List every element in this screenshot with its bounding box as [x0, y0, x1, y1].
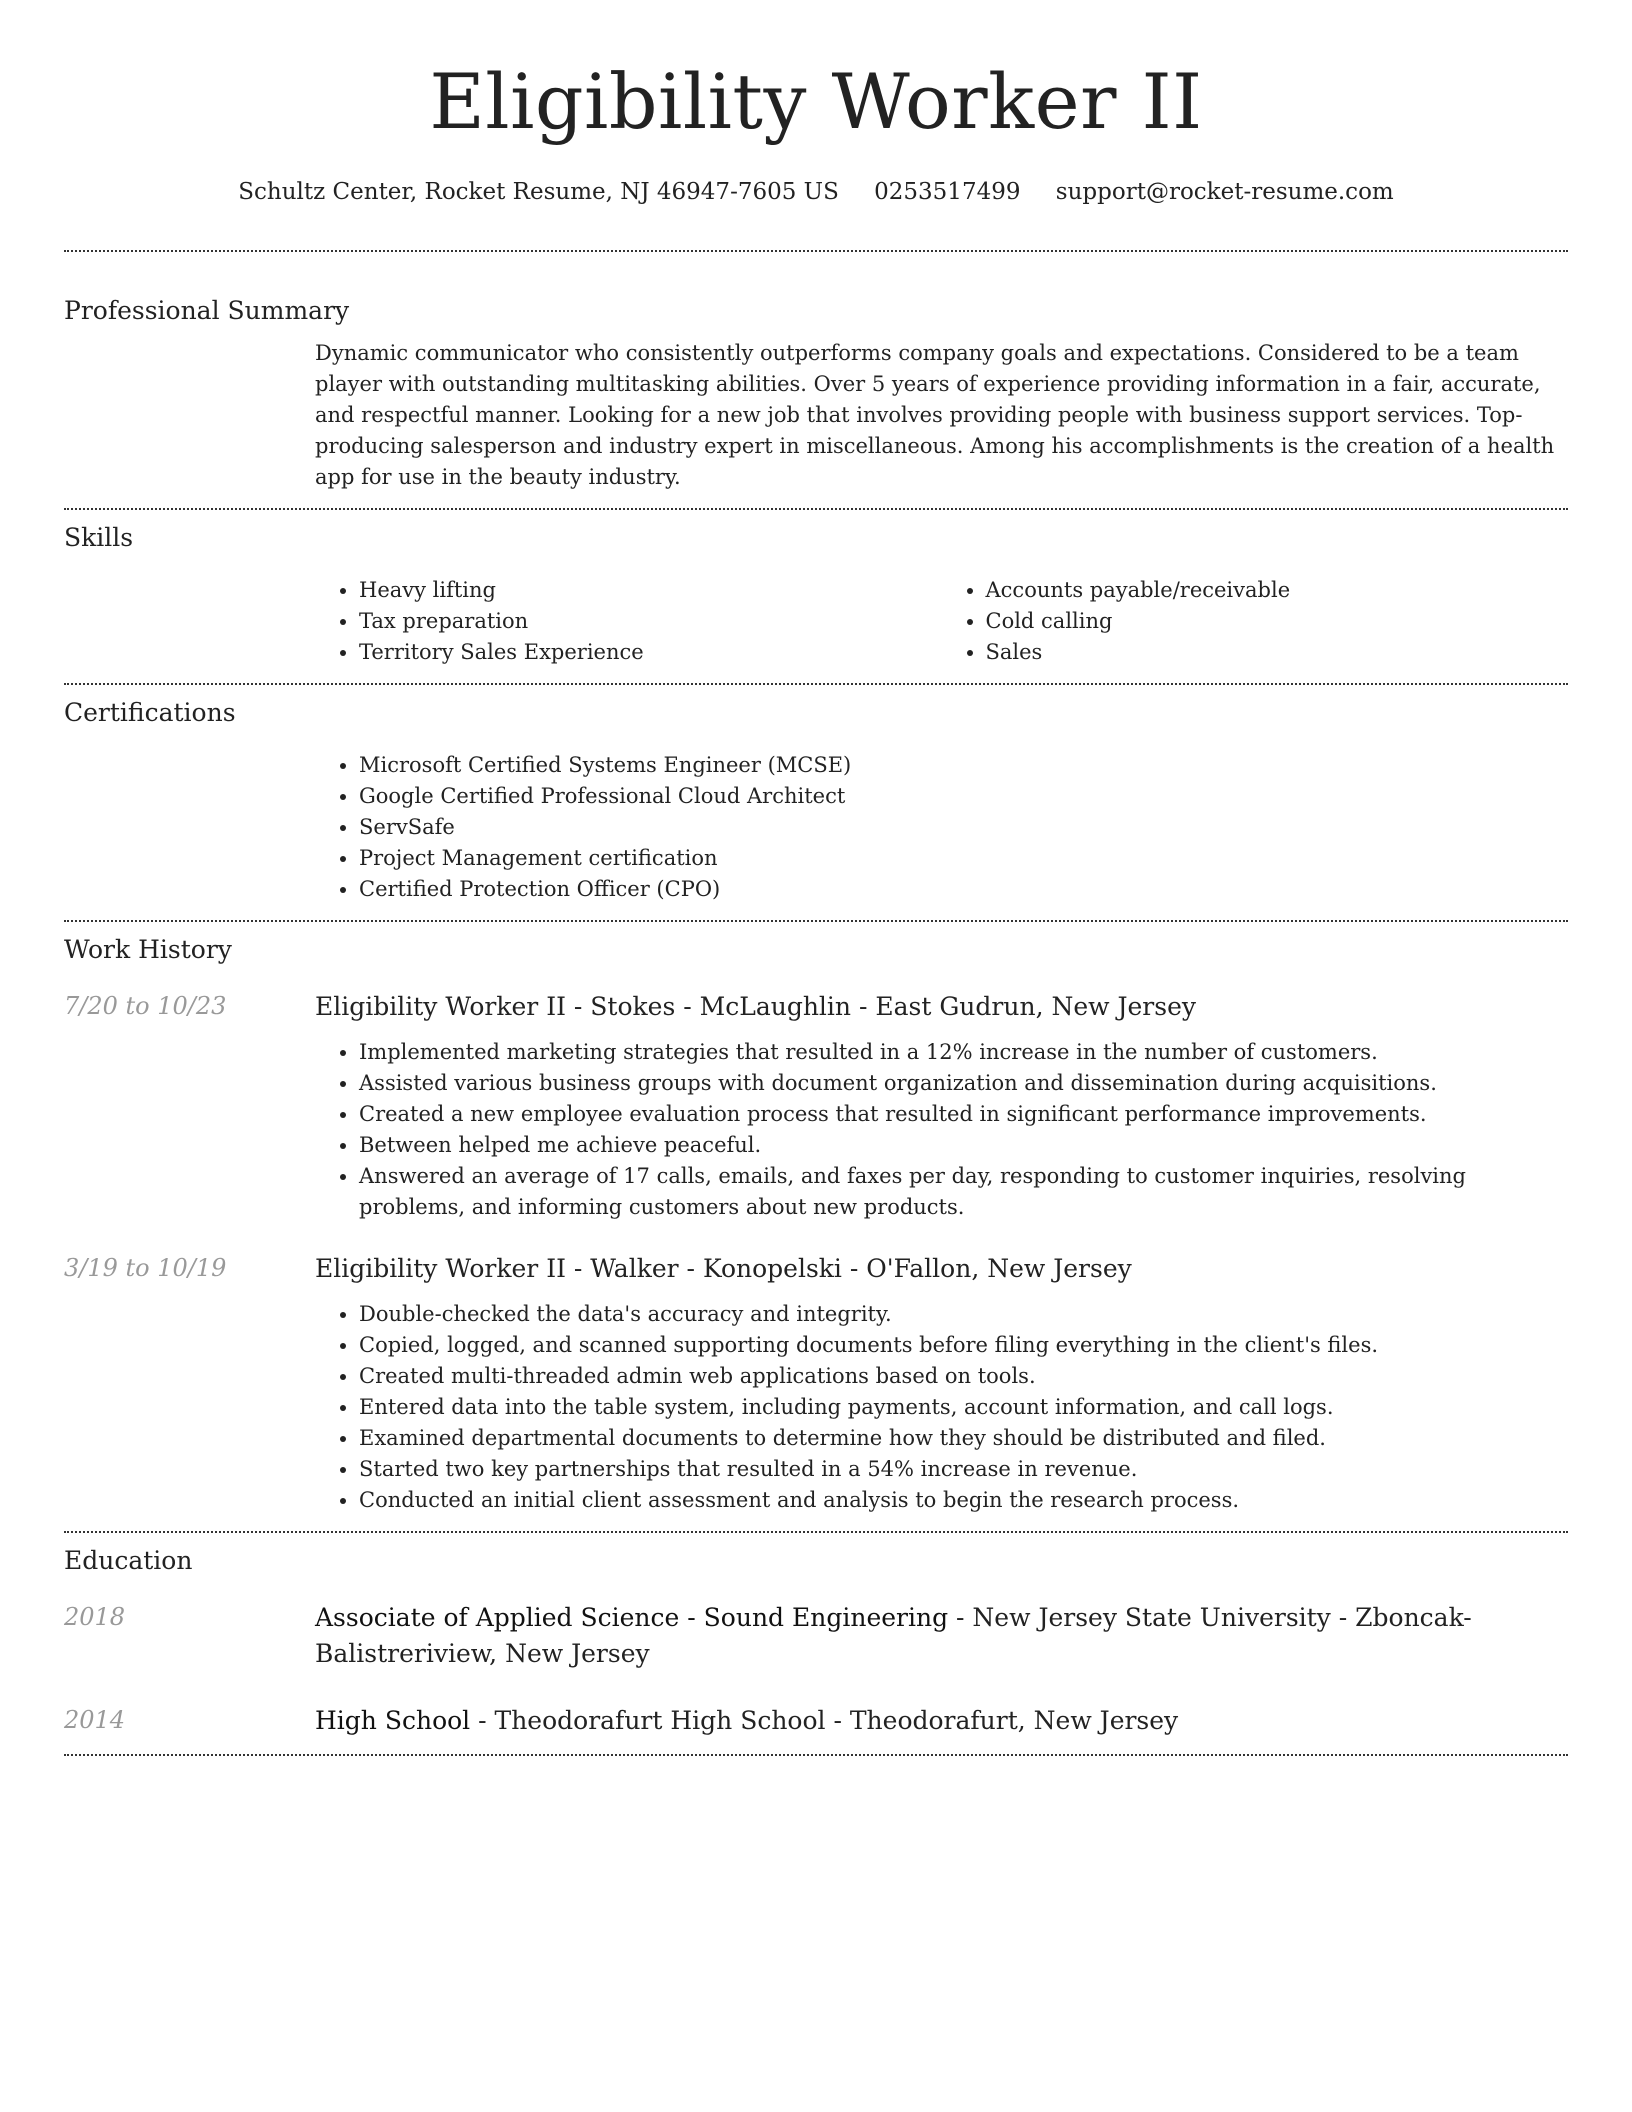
certifications-section	[64, 696, 1568, 905]
summary-section	[64, 294, 1568, 493]
certification-item: • Project Management certification	[359, 843, 1568, 874]
education-school: - Theodorafurt High School - Theodorafurt, New Jersey	[470, 1706, 1179, 1735]
job-title: Eligibility Worker II - Walker - Konopelski - O'Fallon, New Jersey	[315, 1254, 1132, 1283]
certification-item: • Microsoft Certified Systems Engineer (MCSE)	[359, 750, 1568, 781]
education-title-line	[315, 1703, 1568, 1739]
job-entry	[64, 989, 1568, 1223]
certification-item: • Google Certified Professional Cloud Architect	[359, 781, 1568, 812]
certifications-list	[315, 750, 1568, 905]
skills-columns	[315, 575, 1568, 668]
contact-line	[64, 174, 1568, 210]
skill-item: • Sales	[986, 637, 1569, 668]
education-title-line	[315, 1600, 1568, 1672]
skill-item: • Cold calling	[986, 606, 1569, 637]
certification-item: • Certified Protection Officer (CPO)	[359, 874, 1568, 905]
education-school: - New Jersey State University - Zboncak-Balistreriview, New Jersey	[315, 1603, 1472, 1668]
phone: 0253517499	[874, 179, 1021, 205]
work-history-title: Work History	[64, 935, 232, 964]
education-date: 2014	[64, 1706, 126, 1734]
job-bullet: • Conducted an initial client assessment and analysis to begin the research process.	[359, 1485, 1568, 1516]
education-entry	[64, 1600, 1568, 1672]
job-details	[315, 1299, 1568, 1516]
skill-item: • Territory Sales Experience	[359, 637, 942, 668]
job-bullet: • Answered an average of 17 calls, emails, and faxes per day, responding to customer inquiries, resolving problems, and informing customers about new products.	[359, 1161, 1568, 1223]
education-title: Education	[64, 1546, 193, 1575]
education-section	[64, 1544, 1568, 1739]
education-date: 2018	[64, 1603, 126, 1631]
job-bullet: • Started two key partnerships that resulted in a 54% increase in revenue.	[359, 1454, 1568, 1485]
job-date: 7/20 to 10/23	[64, 992, 227, 1020]
email: support@rocket-resume.com	[1055, 179, 1394, 205]
job-bullet: • Double-checked the data's accuracy and integrity.	[359, 1299, 1568, 1330]
education-degree: High School	[315, 1706, 471, 1735]
education-entry	[64, 1703, 1568, 1739]
divider	[64, 920, 1568, 922]
summary-title: Professional Summary	[64, 296, 350, 325]
work-history-section	[64, 933, 1568, 1516]
skills-section	[64, 521, 1568, 668]
certifications-body	[315, 750, 1568, 905]
skill-item: • Tax preparation	[359, 606, 942, 637]
skills-title: Skills	[64, 523, 134, 552]
divider	[64, 508, 1568, 510]
job-bullet: • Copied, logged, and scanned supporting documents before filing everything in the client's files.	[359, 1330, 1568, 1361]
job-bullet: • Created a new employee evaluation process that resulted in significant performance improvements.	[359, 1099, 1568, 1130]
job-bullets	[315, 1299, 1568, 1516]
job-bullet: • Examined departmental documents to determine how they should be distributed and filed.	[359, 1423, 1568, 1454]
divider	[64, 1531, 1568, 1533]
skills-list-left	[315, 575, 942, 668]
skills-list-right	[942, 575, 1569, 668]
divider	[64, 250, 1568, 252]
job-bullets	[315, 1037, 1568, 1223]
certification-item: • ServSafe	[359, 812, 1568, 843]
job-date: 3/19 to 10/19	[64, 1254, 227, 1282]
job-bullet: • Between helped me achieve peaceful.	[359, 1130, 1568, 1161]
skill-item: • Heavy lifting	[359, 575, 942, 606]
job-entry	[64, 1251, 1568, 1516]
divider	[64, 683, 1568, 685]
job-bullet: • Assisted various business groups with document organization and dissemination during acquisitions.	[359, 1068, 1568, 1099]
job-bullet: • Created multi-threaded admin web applications based on tools.	[359, 1361, 1568, 1392]
address: Schultz Center, Rocket Resume, NJ 46947-7605 US	[238, 179, 839, 205]
job-bullet: • Implemented marketing strategies that resulted in a 12% increase in the number of customers.	[359, 1037, 1568, 1068]
skill-item: • Accounts payable/receivable	[986, 575, 1569, 606]
job-title: Eligibility Worker II - Stokes - McLaughlin - East Gudrun, New Jersey	[315, 992, 1196, 1021]
divider	[64, 1754, 1568, 1756]
job-details	[315, 1037, 1568, 1223]
candidate-name: Eligibility Worker II	[429, 57, 1203, 146]
summary-text: Dynamic communicator who consistently outperforms company goals and expectations. Considered to be a team player with outstanding multitasking abilities. Over 5 years of experience providing information in a fair, accurate, and respectful manner. Looking for a new job that involves providing people with business support services. Top-producing salesperson and industry expert in miscellaneous. Among his accomplishments is the creation of a health app for use in the beauty industry.	[315, 341, 1555, 489]
education-degree: Associate of Applied Science - Sound Engineering	[315, 1603, 949, 1632]
job-bullet: • Entered data into the table system, including payments, account information, and call logs.	[359, 1392, 1568, 1423]
certifications-title: Certifications	[64, 698, 236, 727]
